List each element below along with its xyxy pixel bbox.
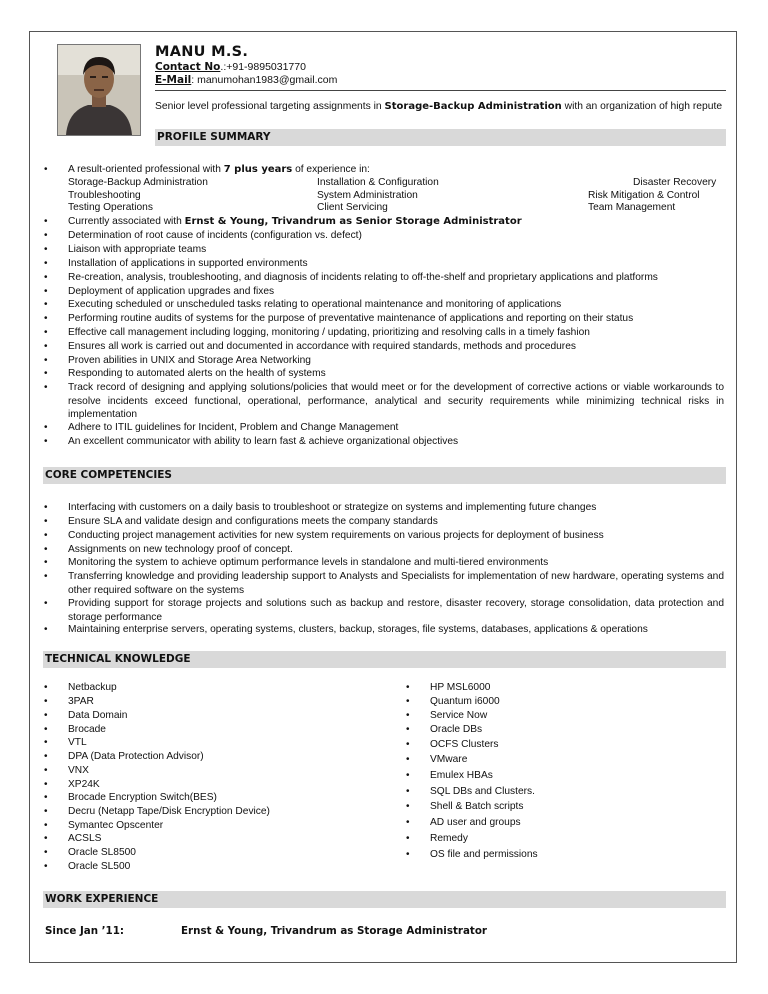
tech-left-item <box>44 791 217 805</box>
core-item <box>44 543 293 557</box>
header-rule <box>155 90 726 91</box>
area-team-management: Team Management <box>588 202 676 213</box>
bullet: • <box>44 847 48 858</box>
tech-item-text: VMware <box>430 754 468 765</box>
profile-item-text: Adhere to ITIL guidelines for Incident, Problem and Change Management <box>68 422 399 433</box>
bullet: • <box>44 368 48 379</box>
section-technical-knowledge: TECHNICAL KNOWLEDGE <box>43 651 726 668</box>
contact-label: Contact No <box>155 61 221 73</box>
candidate-name: MANU M.S. <box>155 44 249 60</box>
profile-item-text: Deployment of application upgrades and fixes <box>68 286 275 297</box>
area-troubleshooting: Troubleshooting <box>68 190 141 201</box>
core-item <box>44 529 604 543</box>
tech-left-item <box>44 778 100 792</box>
profile-item-text: Performing routine audits of systems for the purpose of preventative maintenance of applications and reporting on their status <box>68 313 634 324</box>
bullet: • <box>406 801 410 812</box>
tech-left-item <box>44 805 270 819</box>
tech-item-text: Quantum i6000 <box>430 696 500 707</box>
core-item <box>44 501 597 515</box>
tech-left-item <box>44 681 117 695</box>
section-profile-summary: PROFILE SUMMARY <box>155 129 726 146</box>
tech-item-text: Oracle SL500 <box>68 861 131 872</box>
tech-left-item <box>44 832 102 846</box>
tech-right-item <box>406 816 521 830</box>
work-since: Since Jan ’11: <box>45 925 125 937</box>
email-label: E-Mail <box>155 74 192 86</box>
profile-item <box>44 381 724 422</box>
bullet: • <box>406 724 410 735</box>
profile-current <box>44 215 522 229</box>
bullet: • <box>44 216 48 227</box>
core-item-text: Assignments on new technology proof of concept. <box>68 544 293 555</box>
tech-item-text: AD user and groups <box>430 817 521 828</box>
bullet: • <box>44 737 48 748</box>
intro-bold: 7 plus years <box>223 164 293 175</box>
bullet: • <box>406 739 410 750</box>
bullet: • <box>44 244 48 255</box>
profile-item <box>44 367 326 381</box>
bullet: • <box>44 724 48 735</box>
tech-item-text: OCFS Clusters <box>430 739 499 750</box>
core-item-text: Monitoring the system to achieve optimum performance levels in standalone and multi-tiered environments <box>68 557 549 568</box>
area-sysadmin: System Administration <box>317 190 418 201</box>
section-work-experience: WORK EXPERIENCE <box>43 891 726 908</box>
tech-item-text: Brocade Encryption Switch(BES) <box>68 792 217 803</box>
tech-left-item <box>44 723 106 737</box>
bullet: • <box>44 164 48 175</box>
bullet: • <box>44 299 48 310</box>
tech-item-text: Shell & Batch scripts <box>430 801 524 812</box>
core-item <box>44 570 724 597</box>
area-testing: Testing Operations <box>68 202 153 213</box>
bullet: • <box>406 786 410 797</box>
profile-intro <box>44 163 370 177</box>
tech-right-item <box>406 832 468 846</box>
profile-item <box>44 354 311 368</box>
tech-item-text: Oracle DBs <box>430 724 483 735</box>
work-role: Ernst & Young, Trivandrum as Storage Administrator <box>181 925 487 937</box>
tech-right-item <box>406 800 524 814</box>
profile-item-text: Responding to automated alerts on the health of systems <box>68 368 326 379</box>
tech-item-text: Symantec Opscenter <box>68 820 164 831</box>
objective-statement <box>155 101 722 112</box>
bullet: • <box>406 849 410 860</box>
section-core-competencies: CORE COMPETENCIES <box>43 467 726 484</box>
contact-phone: .:+91-9895031770 <box>220 61 306 73</box>
bullet: • <box>44 436 48 447</box>
core-item-text: Providing support for storage projects and solutions such as backup and restore, disaster recovery, storage consolidation, data protection and storage performance <box>68 598 724 623</box>
area-risk-mitigation: Risk Mitigation & Control <box>588 190 700 201</box>
profile-item-text: Installation of applications in supported environments <box>68 258 308 269</box>
bullet: • <box>44 682 48 693</box>
objective-pre: Senior level professional targeting assignments in <box>155 101 385 112</box>
tech-right-item <box>406 785 535 799</box>
email-address: : manumohan1983@gmail.com <box>191 74 338 86</box>
bullet: • <box>44 696 48 707</box>
profile-item-text: Proven abilities in UNIX and Storage Area Networking <box>68 355 311 366</box>
bullet: • <box>406 696 410 707</box>
profile-item-text: Determination of root cause of incidents (configuration vs. defect) <box>68 230 362 241</box>
bullet: • <box>44 341 48 352</box>
current-pre: Currently associated with <box>68 216 185 227</box>
bullet: • <box>44 258 48 269</box>
bullet: • <box>44 230 48 241</box>
email-line <box>155 74 337 86</box>
tech-item-text: Service Now <box>430 710 488 721</box>
bullet: • <box>44 598 48 609</box>
objective-post: with an organization of high repute <box>561 101 723 112</box>
bullet: • <box>406 833 410 844</box>
tech-right-item <box>406 681 491 695</box>
profile-photo <box>57 44 141 136</box>
bullet: • <box>44 710 48 721</box>
bullet: • <box>44 833 48 844</box>
tech-item-text: Emulex HBAs <box>430 770 493 781</box>
bullet: • <box>44 355 48 366</box>
tech-right-item <box>406 695 500 709</box>
core-item-text: Transferring knowledge and providing leadership support to Analysts and Specialists for implementation of new hardware, operating systems and other required software on the systems <box>68 571 724 596</box>
profile-item <box>44 257 308 271</box>
tech-item-text: XP24K <box>68 779 100 790</box>
profile-item <box>44 229 362 243</box>
tech-item-text: ACSLS <box>68 833 102 844</box>
profile-item <box>44 326 590 340</box>
tech-left-item <box>44 860 131 874</box>
bullet: • <box>44 544 48 555</box>
bullet: • <box>44 765 48 776</box>
tech-left-item <box>44 695 94 709</box>
tech-item-text: Decru (Netapp Tape/Disk Encryption Device) <box>68 806 270 817</box>
intro-pre: A result-oriented professional with <box>68 164 224 175</box>
tech-right-item <box>406 753 468 767</box>
profile-item-text: Track record of designing and applying solutions/policies that would meet or for the development of corrective actions or viable workarounds to resolve incidents exceed functional, operational, performance, analytical and security requirements while minimizing technical risks in implementation <box>68 382 724 421</box>
tech-item-text: Remedy <box>430 833 468 844</box>
profile-item-text: An excellent communicator with ability to learn fast & achieve organizational objectives <box>68 436 459 447</box>
tech-left-item <box>44 736 87 750</box>
bullet: • <box>406 682 410 693</box>
bullet: • <box>44 422 48 433</box>
bullet: • <box>44 571 48 582</box>
bullet: • <box>44 530 48 541</box>
contact-line <box>155 61 306 73</box>
bullet: • <box>406 710 410 721</box>
bullet: • <box>44 820 48 831</box>
tech-item-text: Oracle SL8500 <box>68 847 136 858</box>
core-item <box>44 623 648 637</box>
tech-left-item <box>44 819 164 833</box>
profile-item <box>44 340 576 354</box>
profile-item <box>44 285 275 299</box>
bullet: • <box>406 754 410 765</box>
bullet: • <box>406 770 410 781</box>
bullet: • <box>44 382 48 393</box>
bullet: • <box>44 624 48 635</box>
tech-item-text: VNX <box>68 765 89 776</box>
tech-item-text: VTL <box>68 737 87 748</box>
tech-right-item <box>406 709 488 723</box>
tech-item-text: Netbackup <box>68 682 117 693</box>
bullet: • <box>44 327 48 338</box>
profile-item <box>44 435 459 449</box>
current-bold: Ernst & Young, Trivandrum as Senior Storage Administrator <box>184 216 522 227</box>
tech-left-item <box>44 846 136 860</box>
profile-item <box>44 243 207 257</box>
core-item-text: Conducting project management activities for new system requirements on various projects for deployment of business <box>68 530 604 541</box>
core-item-text: Interfacing with customers on a daily basis to troubleshoot or strategize on systems and implementing future changes <box>68 502 597 513</box>
tech-item-text: Brocade <box>68 724 106 735</box>
tech-item-text: 3PAR <box>68 696 94 707</box>
tech-item-text: OS file and permissions <box>430 849 538 860</box>
tech-right-item <box>406 848 538 862</box>
tech-item-text: DPA (Data Protection Advisor) <box>68 751 204 762</box>
bullet: • <box>44 313 48 324</box>
objective-bold: Storage-Backup Administration <box>384 101 562 112</box>
area-storage-backup: Storage-Backup Administration <box>68 177 208 188</box>
intro-post: of experience in: <box>292 164 370 175</box>
bullet: • <box>44 516 48 527</box>
profile-item-text: Ensures all work is carried out and documented in accordance with required standards, methods and procedures <box>68 341 576 352</box>
core-item <box>44 556 549 570</box>
tech-right-item <box>406 769 493 783</box>
tech-right-item <box>406 738 499 752</box>
core-item <box>44 597 724 624</box>
bullet: • <box>44 557 48 568</box>
profile-item-text: Effective call management including logging, monitoring / updating, prioritizing and resolving calls in a timely fashion <box>68 327 590 338</box>
bullet: • <box>406 817 410 828</box>
bullet: • <box>44 779 48 790</box>
core-item <box>44 515 438 529</box>
profile-item <box>44 421 399 435</box>
profile-item <box>44 312 634 326</box>
bullet: • <box>44 806 48 817</box>
tech-left-item <box>44 764 89 778</box>
bullet: • <box>44 286 48 297</box>
area-disaster-recovery: Disaster Recovery <box>633 177 717 188</box>
tech-right-item <box>406 723 483 737</box>
core-item-text: Ensure SLA and validate design and configurations meets the company standards <box>68 516 438 527</box>
bullet: • <box>44 502 48 513</box>
area-client-servicing: Client Servicing <box>317 202 388 213</box>
tech-left-item <box>44 709 128 723</box>
tech-left-item <box>44 750 204 764</box>
bullet: • <box>44 272 48 283</box>
tech-item-text: SQL DBs and Clusters. <box>430 786 535 797</box>
bullet: • <box>44 861 48 872</box>
profile-item <box>44 271 658 285</box>
profile-item <box>44 298 562 312</box>
profile-item-text: Executing scheduled or unscheduled tasks relating to operational maintenance and monitoring of applications <box>68 299 562 310</box>
bullet: • <box>44 751 48 762</box>
bullet: • <box>44 792 48 803</box>
profile-item-text: Re-creation, analysis, troubleshooting, and diagnosis of incidents relating to off-the-shelf and proprietary applications and platforms <box>68 272 658 283</box>
tech-item-text: HP MSL6000 <box>430 682 491 693</box>
profile-item-text: Liaison with appropriate teams <box>68 244 207 255</box>
area-installation: Installation & Configuration <box>317 177 439 188</box>
core-item-text: Maintaining enterprise servers, operating systems, clusters, backup, storages, file systems, databases, applications & operations <box>68 624 648 635</box>
tech-item-text: Data Domain <box>68 710 128 721</box>
